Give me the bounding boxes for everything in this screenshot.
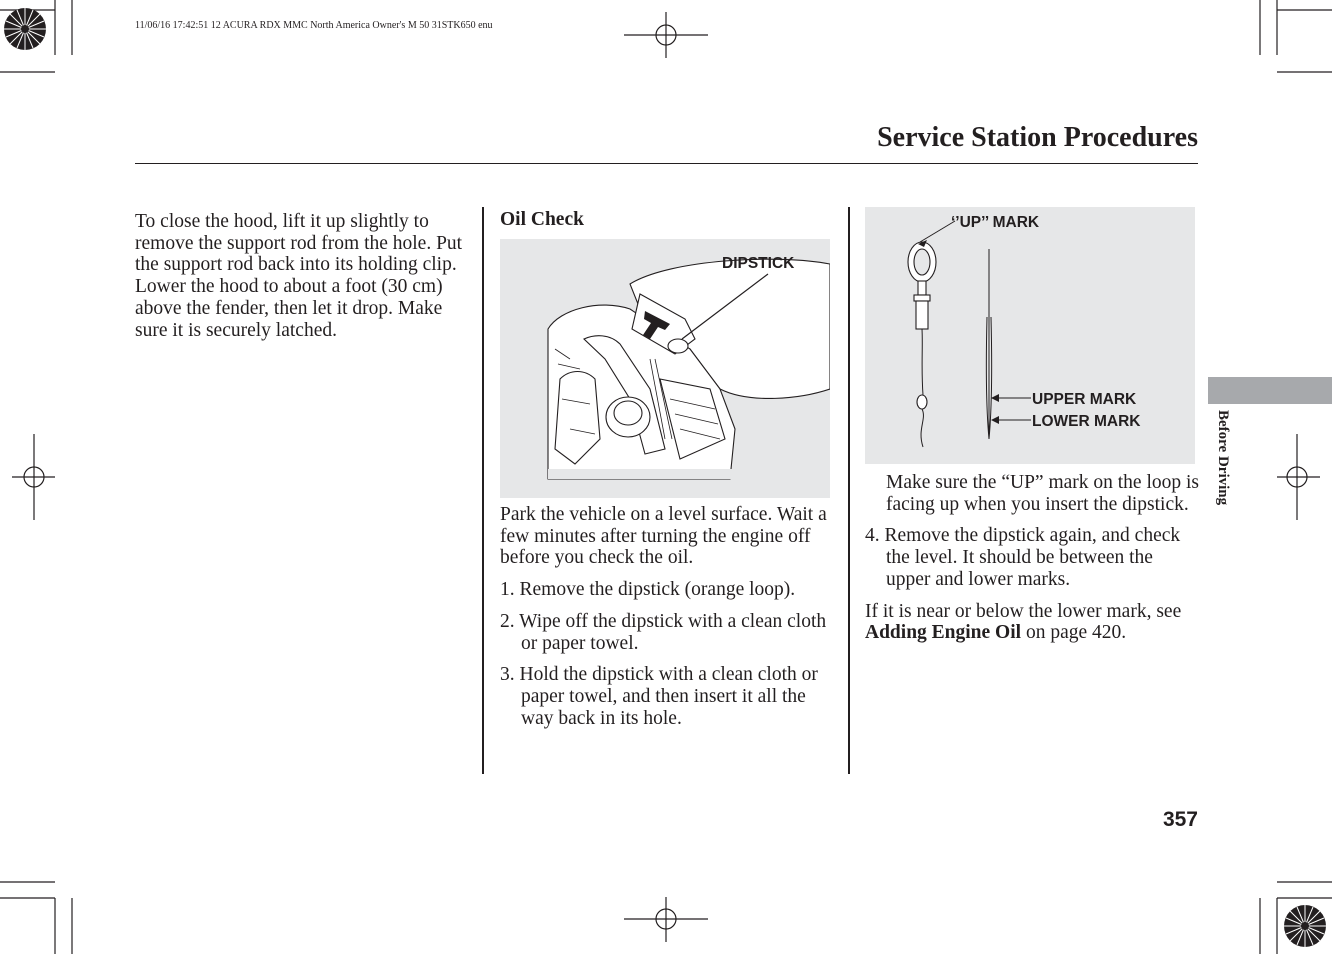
chapter-tab-label: Before Driving [1215, 410, 1231, 506]
engine-bay-illustration [500, 239, 830, 498]
chapter-tab [1208, 377, 1332, 404]
column-2-body [500, 504, 840, 729]
adding-oil-note [865, 601, 1200, 644]
column-2 [500, 209, 840, 231]
engine-bay-figure [500, 239, 830, 498]
column-3-body [865, 472, 1200, 644]
lower-mark-label: LOWER MARK [1032, 413, 1141, 430]
section-title: Service Station Procedures [877, 122, 1198, 153]
dipstick-figure [865, 207, 1195, 464]
upper-mark-label: UPPER MARK [1032, 391, 1137, 408]
print-metadata: 11/06/16 17:42:51 12 ACURA RDX MMC North America Owner's M 50 31STK650 enu [135, 20, 493, 31]
up-mark-label: ‘’UP’’ MARK [951, 214, 1040, 231]
column-divider-2 [848, 207, 850, 774]
chapter-tab-label-wrapper [1203, 410, 1243, 540]
park-vehicle-paragraph: Park the vehicle on a level surface. Wait a few minutes after turning the engine off before you check the oil. [500, 504, 827, 569]
dipstick-label: DIPSTICK [722, 255, 795, 272]
page-number: 357 [1162, 808, 1198, 831]
step-2: 2. Wipe off the dipstick with a clean cloth or paper towel. [500, 610, 827, 654]
column-divider-1 [482, 207, 484, 774]
step-1: 1. Remove the dipstick (orange loop). [500, 579, 796, 601]
adding-engine-oil-link[interactable]: Adding Engine Oil [865, 622, 1022, 644]
note-prefix: If it is near or below the lower mark, see [865, 600, 1182, 622]
oil-check-heading: Oil Check [500, 209, 584, 230]
step-3: 3. Hold the dipstick with a clean cloth or paper towel, and then insert it all the way back in its hole. [500, 664, 818, 729]
title-rule [135, 163, 1198, 164]
hood-close-paragraph: To close the hood, lift it up slightly to remove the support rod from the hole. Put the support rod back into its holding clip. Lower the hood to about a foot (30 cm) above the fender, then let it drop. Make sure it is securely latched. [135, 211, 463, 341]
dipstick-illustration [865, 207, 1195, 464]
note-suffix: on page 420. [1021, 622, 1127, 644]
step-3-continued: Make sure the “UP” mark on the loop is facing up when you insert the dipstick. [886, 472, 1200, 515]
step-4: 4. Remove the dipstick again, and check the level. It should be between the upper and lower marks. [865, 525, 1181, 590]
column-1 [135, 211, 470, 341]
